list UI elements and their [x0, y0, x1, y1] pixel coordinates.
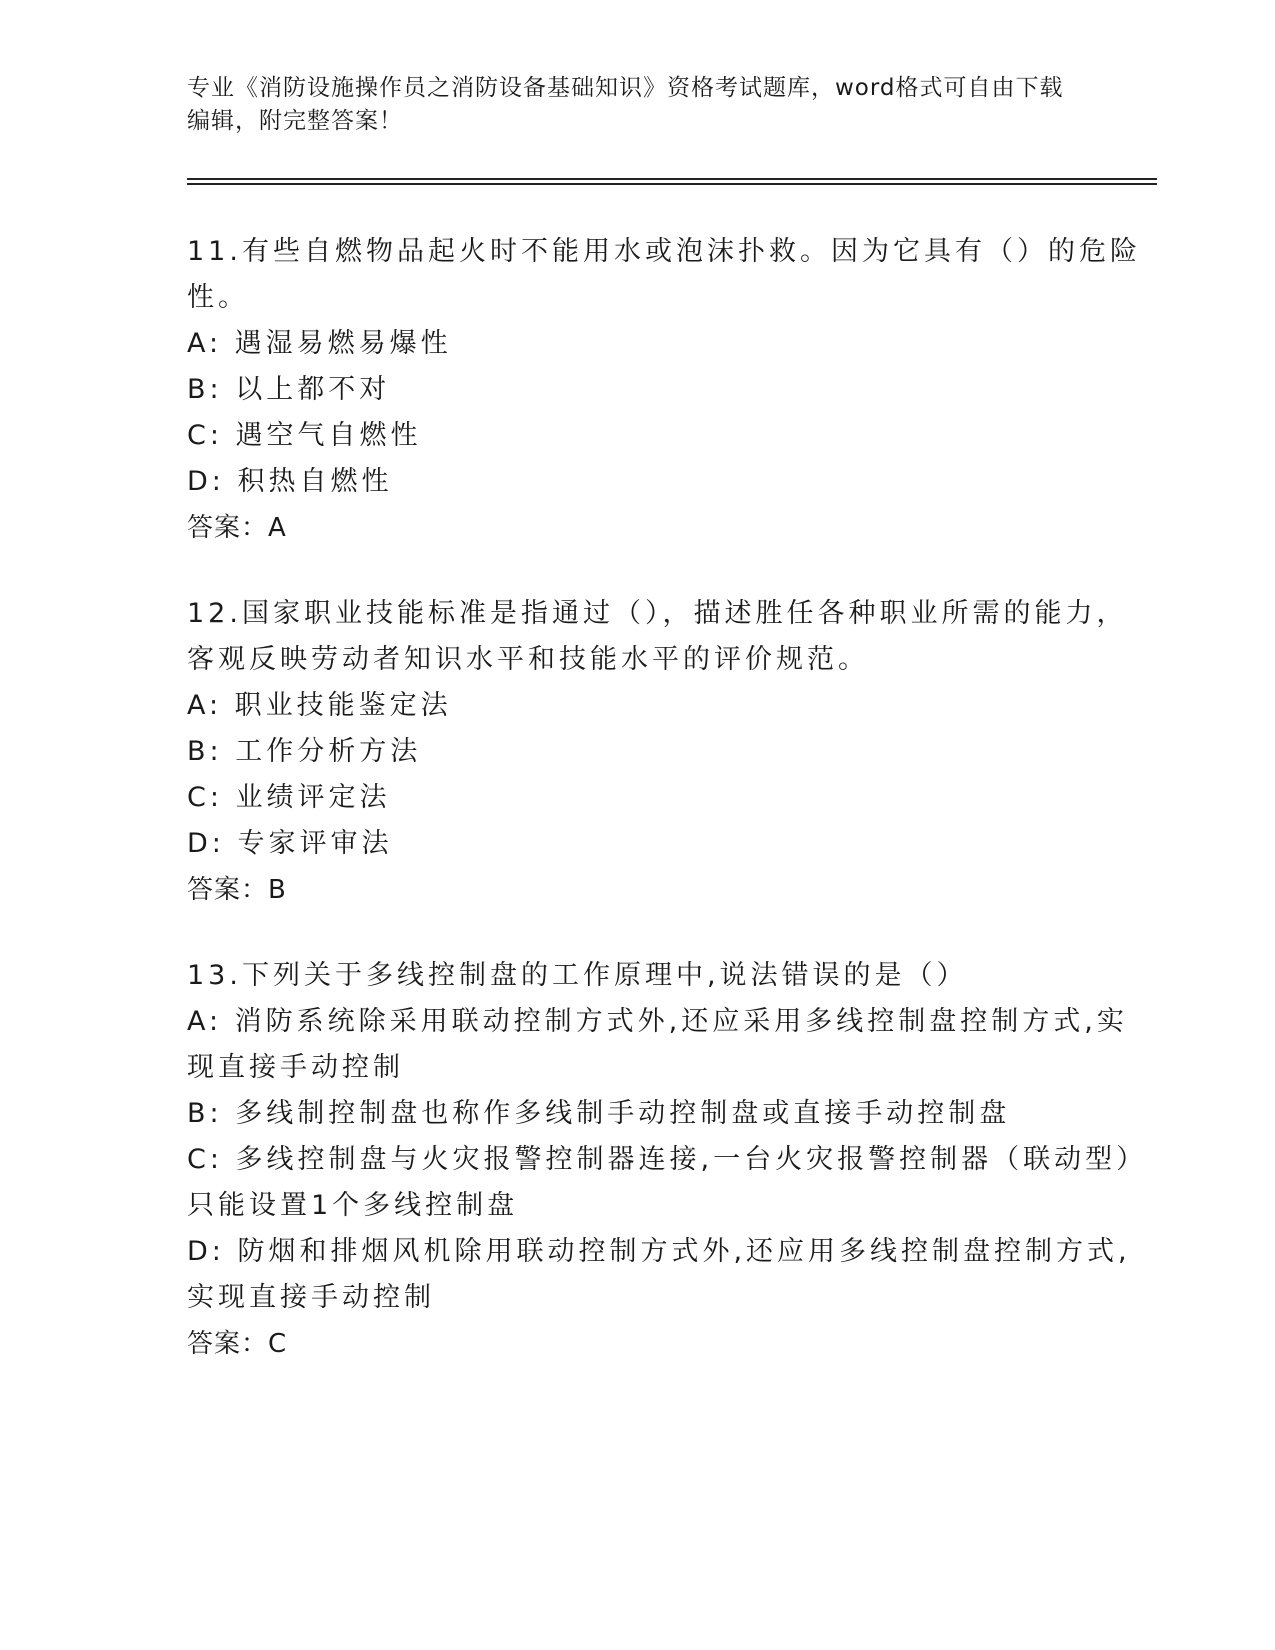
document-page — [187, 72, 1157, 1407]
option-a: A: 消防系统除采用联动控制方式外,还应采用多线控制盘控制方式,实现直接手动控制 — [187, 1006, 1128, 1083]
header-divider — [187, 178, 1157, 185]
option-d: D: 专家评审法 — [187, 828, 393, 859]
option-c: C: 多线控制盘与火灾报警控制器连接,一台火灾报警控制器（联动型）只能设置1个多线控制盘 — [187, 1144, 1148, 1221]
question-stem: 13.下列关于多线控制盘的工作原理中,说法错误的是（） — [187, 960, 968, 991]
option-c: C: 遇空气自燃性 — [187, 420, 422, 451]
question-answer: 答案：A — [187, 513, 287, 543]
question-list — [187, 229, 1157, 1367]
option-b: B: 多线制控制盘也称作多线制手动控制盘或直接手动控制盘 — [187, 1098, 1011, 1129]
option-a: A: 职业技能鉴定法 — [187, 690, 452, 721]
question-item — [187, 591, 1157, 913]
question-answer: 答案：B — [187, 875, 287, 905]
divider-line-bottom — [187, 183, 1157, 185]
option-c: C: 业绩评定法 — [187, 782, 391, 813]
question-item — [187, 229, 1157, 551]
question-answer: 答案：C — [187, 1329, 288, 1359]
question-stem: 11.有些自燃物品起火时不能用水或泡沫扑救。因为它具有（）的危险性。 — [187, 236, 1141, 313]
document-header-text: 专业《消防设施操作员之消防设备基础知识》资格考试题库，word格式可自由下载编辑，附完整答案！ — [187, 75, 1064, 134]
divider-line-top — [187, 178, 1157, 180]
option-b: B: 以上都不对 — [187, 374, 391, 405]
option-a: A: 遇湿易燃易爆性 — [187, 328, 452, 359]
question-stem: 12.国家职业技能标准是指通过（），描述胜任各种职业所需的能力，客观反映劳动者知识水平和技能水平的评价规范。 — [187, 598, 1128, 675]
option-d: D: 防烟和排烟风机除用联动控制方式外,还应用多线控制盘控制方式,实现直接手动控制 — [187, 1236, 1131, 1313]
question-item — [187, 953, 1157, 1367]
option-b: B: 工作分析方法 — [187, 736, 422, 767]
option-d: D: 积热自燃性 — [187, 466, 393, 497]
